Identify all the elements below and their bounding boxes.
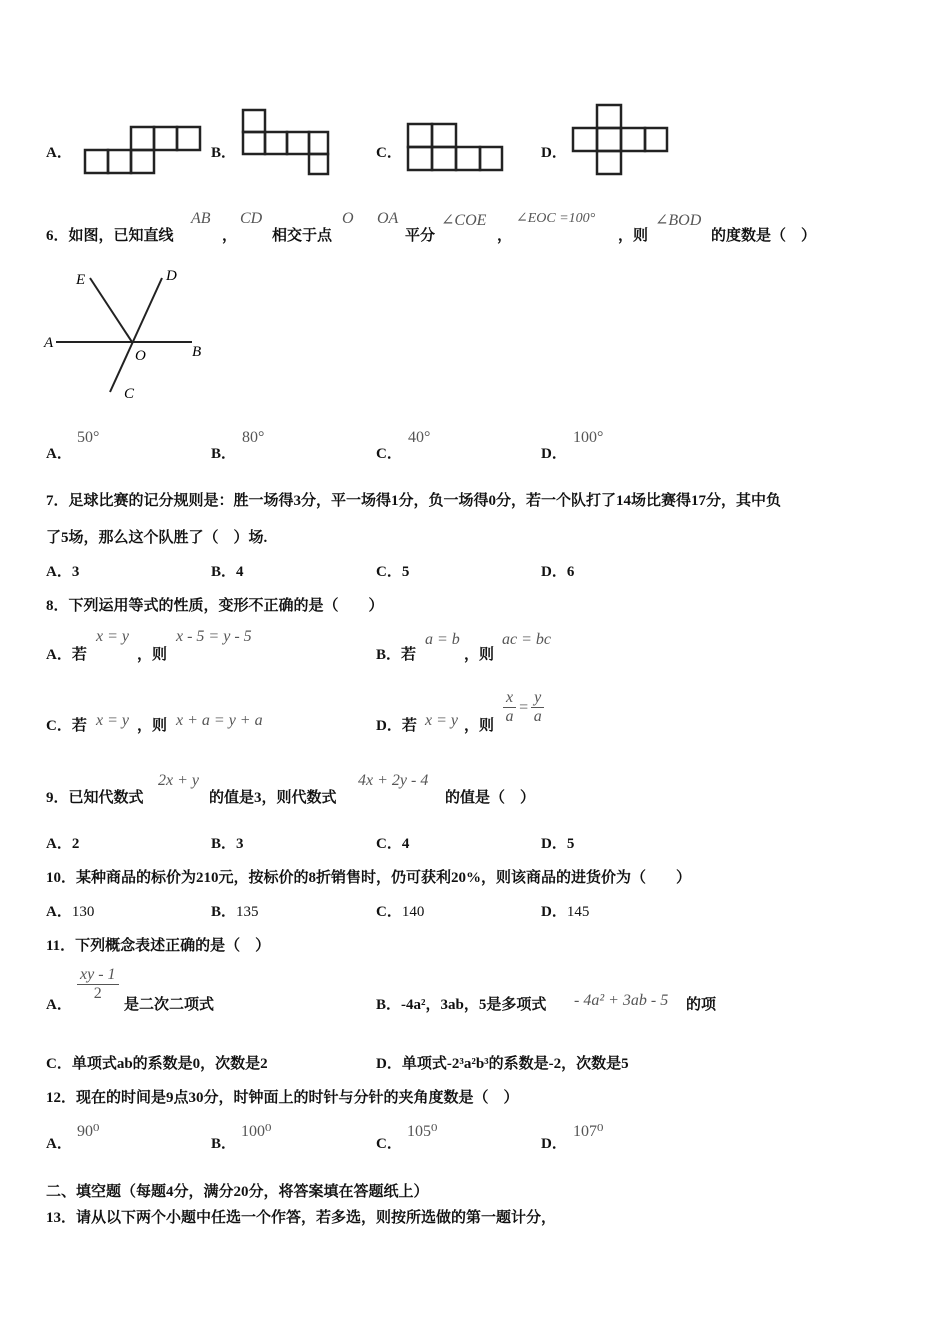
q11-a-text: 是二次二项式: [124, 997, 215, 1013]
q9-option-c: [376, 832, 409, 853]
q9-option-a-value: 2: [71, 836, 80, 852]
q5-option-b-label: B．: [211, 145, 237, 161]
q6-sep2: ，: [497, 228, 513, 244]
cube-net-d: [569, 102, 671, 178]
q6-sep1: ，: [222, 228, 238, 244]
q6-math-eoc: ∠EOC =100°: [516, 211, 596, 226]
q7-option-b-value: 4: [236, 564, 244, 580]
q10-option-a: [46, 900, 94, 921]
q11-d-text: D．单项式-2³a²b³的系数是-2，次数是5: [376, 1056, 629, 1072]
q7-stem-line2: 了5场，那么这个队胜了（ ）场.: [46, 530, 268, 546]
q12-option-b-label: B．: [211, 1136, 237, 1152]
q9-mid: 的值是3，则代数式: [209, 790, 337, 806]
q6-option-c-value: 40°: [408, 429, 431, 446]
q10-option-d-value: 145: [566, 904, 590, 920]
q7-option-c-value: 5: [401, 564, 410, 580]
q9-option-b-value: 3: [236, 836, 244, 852]
q6-math-cd: CD: [240, 210, 263, 227]
q7-option-c: [376, 560, 409, 581]
q6-figure-lines: [40, 262, 220, 404]
q8-d-frac-den-a2: a: [533, 708, 542, 725]
fig-label-e: E: [76, 272, 86, 288]
q8-b-label: B．若: [376, 647, 417, 663]
q8-b-math1: a = b: [425, 631, 460, 648]
q7-option-d-value: 6: [566, 564, 575, 580]
q11-b-math: - 4a² + 3ab - 5: [574, 992, 669, 1009]
q8-d-fraction-equation: [503, 689, 544, 726]
q10-option-b-value: 135: [236, 904, 259, 920]
q12-option-a-value: 90⁰: [77, 1123, 100, 1140]
fig-label-d: D: [166, 268, 177, 284]
q6-option-b-label: B．: [211, 446, 237, 462]
fig-label-b: B: [192, 344, 202, 360]
q10-option-b-label: B．: [211, 904, 237, 920]
q9-option-c-value: 4: [401, 836, 410, 852]
q11-b-text: B．-4a²，3ab，5是多项式: [376, 997, 547, 1013]
q10-option-c-value: 140: [401, 904, 425, 920]
q12-option-d-value: 107⁰: [573, 1123, 604, 1140]
q9-option-b-label: B．: [211, 836, 237, 852]
q6-math-ab: AB: [191, 210, 211, 227]
q7-option-b: [211, 560, 244, 581]
q10-option-a-label: A．: [46, 904, 72, 920]
q5-option-c-label: C．: [376, 145, 402, 161]
q12-stem: 12．现在的时间是9点30分，时钟面上的时针与分针的夹角度数是（ ）: [46, 1090, 519, 1106]
q8-d-then: ，则: [464, 718, 495, 734]
q11-a-fraction: [77, 966, 119, 1003]
q5-option-d-label: D．: [541, 145, 567, 161]
q7-option-a-label: A．: [46, 564, 72, 580]
q11-a-frac-den: 2: [93, 985, 102, 1002]
q10-option-c: [376, 900, 424, 921]
q9-option-a-label: A．: [46, 836, 72, 852]
q8-c-math1: x = y: [96, 712, 129, 729]
q9-option-a: [46, 832, 79, 853]
q9-math1: 2x + y: [158, 772, 199, 789]
q9-suffix: 的值是（ ）: [445, 790, 536, 806]
q8-a-math2: x - 5 = y - 5: [176, 628, 252, 645]
q9-option-d-value: 5: [566, 836, 575, 852]
q8-stem: 8．下列运用等式的性质，变形不正确的是（ ）: [46, 598, 384, 614]
q8-c-then: ，则: [137, 718, 168, 734]
q10-option-d-label: D．: [541, 904, 567, 920]
q8-c-label: C．若: [46, 718, 87, 734]
q6-bisect-text: 平分: [405, 228, 436, 244]
q11-a-frac-num: xy - 1: [77, 966, 119, 985]
q8-d-math1: x = y: [425, 712, 458, 729]
q6-math-o: O: [342, 210, 354, 227]
q6-option-a-value: 50°: [77, 429, 100, 446]
q12-option-c-value: 105⁰: [407, 1123, 438, 1140]
q9-option-c-label: C．: [376, 836, 402, 852]
q6-intersect-text: 相交于点: [272, 228, 333, 244]
q7-option-b-label: B．: [211, 564, 237, 580]
q8-a-then: ，则: [137, 647, 168, 663]
q10-option-d: [541, 900, 589, 921]
q9-prefix: 9．已知代数式: [46, 790, 144, 806]
cube-net-b: [238, 106, 333, 178]
q6-option-c-label: C．: [376, 446, 402, 462]
q10-option-a-value: 130: [71, 904, 95, 920]
q7-option-a-value: 3: [71, 564, 80, 580]
q11-c-text: C．单项式ab的系数是0，次数是2: [46, 1056, 268, 1072]
q7-option-c-label: C．: [376, 564, 402, 580]
q7-option-d-label: D．: [541, 564, 567, 580]
q6-prefix: 6．如图，已知直线: [46, 228, 174, 244]
q12-option-c-label: C．: [376, 1136, 402, 1152]
q6-option-d-label: D．: [541, 446, 567, 462]
q8-d-frac-num-x: x: [503, 689, 516, 708]
fig-label-a: A: [44, 335, 54, 351]
q6-suffix: 的度数是（ ）: [711, 228, 817, 244]
q8-d-frac-den-a1: a: [505, 708, 514, 725]
q12-option-a-label: A．: [46, 1136, 72, 1152]
q9-option-d-label: D．: [541, 836, 567, 852]
q11-stem: 11．下列概念表述正确的是（ ）: [46, 938, 271, 954]
cube-net-a: [80, 122, 205, 176]
q6-option-d-value: 100°: [573, 429, 604, 446]
q8-a-math1: x = y: [96, 628, 129, 645]
q11-a-label: A．: [46, 997, 72, 1013]
q10-stem: 10．某种商品的标价为210元，按标价的8折销售时，仍可获利20%，则该商品的进货价为（ ）: [46, 870, 692, 886]
q7-stem-line1: 7．足球比赛的记分规则是：胜一场得3分，平一场得1分，负一场得0分，若一个队打了14场比赛得17分，其中负: [46, 493, 782, 509]
q9-option-b: [211, 832, 244, 853]
q12-option-b-value: 100⁰: [241, 1123, 272, 1140]
q10-option-c-label: C．: [376, 904, 402, 920]
q8-c-math2: x + a = y + a: [176, 712, 263, 729]
q8-a-label: A．若: [46, 647, 87, 663]
q7-option-a: [46, 560, 79, 581]
fig-label-o: O: [135, 348, 146, 364]
q8-d-label: D．若: [376, 718, 417, 734]
q6-math-coe: ∠COE: [441, 212, 487, 229]
q5-option-a-label: A．: [46, 145, 72, 161]
fig-label-c: C: [124, 386, 135, 402]
q12-option-d-label: D．: [541, 1136, 567, 1152]
section2-title: 二、填空题（每题4分，满分20分，将答案填在答题纸上）: [46, 1184, 429, 1200]
q7-option-d: [541, 560, 574, 581]
q6-then-text: ，则: [618, 228, 649, 244]
q8-b-then: ，则: [464, 647, 495, 663]
q9-option-d: [541, 832, 574, 853]
q8-d-frac-num-y: y: [531, 689, 544, 708]
q8-b-math2: ac = bc: [502, 631, 551, 648]
q9-math2: 4x + 2y - 4: [358, 772, 429, 789]
q6-math-oa: OA: [377, 210, 399, 227]
q6-math-bod: ∠BOD: [655, 212, 702, 229]
q10-option-b: [211, 900, 259, 921]
q11-b-suffix: 的项: [686, 997, 717, 1013]
cube-net-c: [404, 120, 506, 174]
q6-option-a-label: A．: [46, 446, 72, 462]
q13-stem: 13．请从以下两个小题中任选一个作答，若多选，则按所选做的第一题计分，: [46, 1210, 557, 1226]
q8-d-equals: =: [519, 698, 529, 716]
q6-option-b-value: 80°: [242, 429, 265, 446]
